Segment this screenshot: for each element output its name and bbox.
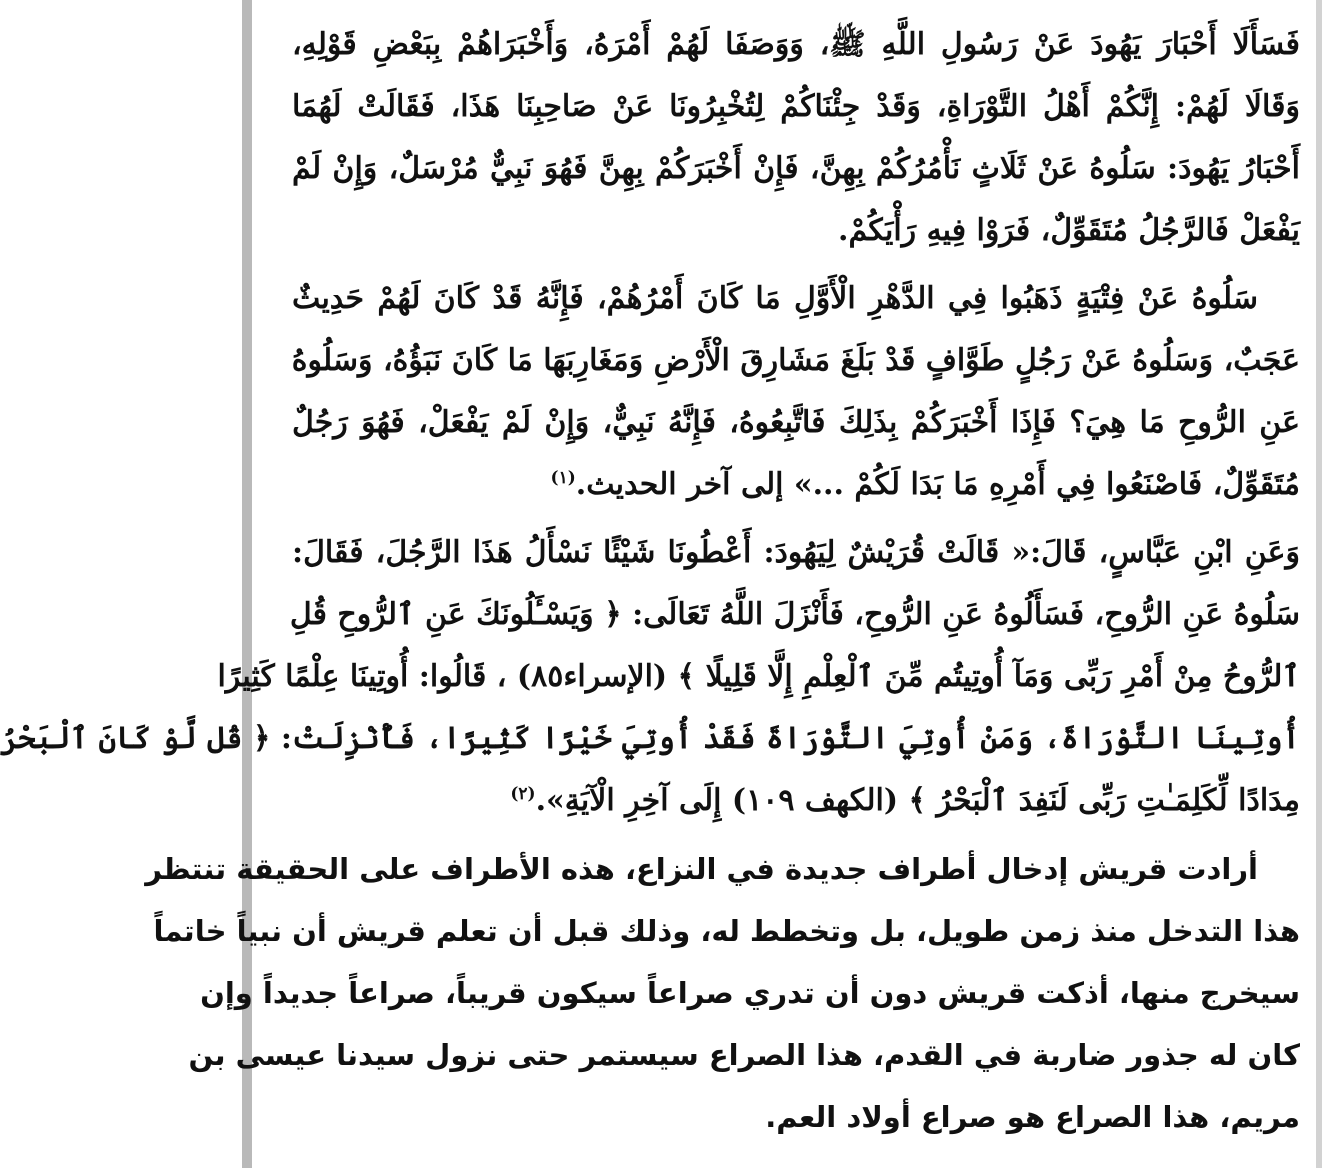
text-line: عَنِ الرُّوحِ مَا هِيَ؟ فَإِذَا أَخْبَرَكُمْ بِذَلِكَ فَاتَّبِعُوهُ، فَإِنَّهُ نَبِيٌّ، وَإِنْ لَمْ يَفْعَلْ، فَهُوَ رَجُلٌ	[292, 405, 1301, 440]
text-line: سَلُوهُ عَنِ الرُّوحِ، فَسَأَلُوهُ عَنِ الرُّوحِ، فَأَنْزَلَ اللَّهُ تَعَالَى: ﴿ وَيَسْـَٔلُونَكَ عَنِ ٱلرُّوحِ قُلِ	[289, 597, 1300, 632]
text-line: وَعَنِ ابْنِ عَبَّاسٍ، قَالَ:« قَالَتْ قُرَيْشٌ لِيَهُودَ: أَعْطُونَا شَيْئًا نَسْأَلُ هَذَا الرَّجُلَ، فَقَالَ:	[292, 535, 1300, 570]
text-line: هذا التدخل منذ زمن طويل، بل وتخطط له، وذلك قبل أن تعلم قريش أن نبياً خاتماً	[153, 914, 1300, 948]
text-line-content: مِدَادًا لِّكَلِمَـٰتِ رَبِّى لَنَفِدَ ٱلْبَحْرُ ﴾ (الكهف ١٠٩) إِلَى آخِرِ الْآيَةِ».	[535, 783, 1300, 818]
text-line: أُوتِينَا التَّوْرَاةَ، وَمَنْ أُوتِيَ التَّوْرَاةَ فَقَدْ أُوتِيَ خَيْرًا كَثِيرًا، فَأُنْزِلَتْ: ﴿ قُل لَّوْ كَانَ ٱلْبَحْرُ	[0, 721, 1300, 756]
page-edge-shadow-right	[1316, 0, 1322, 1168]
text-line: أَحْبَارُ يَهُودَ: سَلُوهُ عَنْ ثَلَاثٍ نَأْمُرُكُمْ بِهِنَّ، فَإِنْ أَخْبَرَكُمْ بِهِنَّ فَهُوَ نَبِيٌّ مُرْسَلٌ، وَإِنْ لَمْ	[292, 151, 1300, 186]
text-line: أرادت قريش إدخال أطراف جديدة في النزاع، هذه الأطراف على الحقيقة تنتظر	[145, 852, 1258, 886]
text-line	[292, 770, 1300, 832]
text-line: مريم، هذا الصراع هو صراع أولاد العم.	[765, 1100, 1300, 1134]
text-line: كان له جذور ضاربة في القدم، هذا الصراع سيستمر حتى نزول سيدنا عيسى بن	[188, 1038, 1300, 1072]
footnote-marker-2[interactable]: (٢)	[510, 784, 536, 804]
paragraph-three-questions	[292, 268, 1300, 516]
paragraph-hadith-rabbis	[292, 14, 1300, 262]
text-line-content: مُتَقَوِّلٌ، فَاصْنَعُوا فِي أَمْرِهِ مَا بَدَا لَكُمْ ...» إلى آخر الحديث.	[575, 467, 1300, 502]
paragraph-commentary	[145, 838, 1300, 1148]
text-line: سَلُوهُ عَنْ فِتْيَةٍ ذَهَبُوا فِي الدَّهْرِ الْأَوَّلِ مَا كَانَ أَمْرُهُمْ، فَإِنَّهُ قَدْ كَانَ لَهُمْ حَدِيثٌ	[292, 281, 1258, 316]
page-text	[0, 14, 1301, 1148]
text-line: وَقَالَا لَهُمْ: إِنَّكُمْ أَهْلُ التَّوْرَاةِ، وَقَدْ جِئْنَاكُمْ لِتُخْبِرُونَا عَنْ صَاحِبِنَا هَذَا، فَقَالَتْ لَهُمَا	[292, 89, 1300, 124]
text-line: ٱلرُّوحُ مِنْ أَمْرِ رَبِّى وَمَآ أُوتِيتُم مِّنَ ٱلْعِلْمِ إِلَّا قَلِيلًا ﴾ (الإسراء٨٥) ، قَالُوا: أُوتِينَا عِلْمًا كَثِيرًا	[217, 659, 1300, 694]
text-line: يَفْعَلْ فَالرَّجُلُ مُتَقَوِّلٌ، فَرَوْا فِيهِ رَأْيَكُمْ.	[838, 213, 1300, 248]
text-line	[292, 454, 1300, 516]
footnote-marker-1[interactable]: (١)	[550, 468, 576, 488]
text-line: فَسَأَلَا أَحْبَارَ يَهُودَ عَنْ رَسُولِ اللَّهِ ﷺ، وَوَصَفَا لَهُمْ أَمْرَهُ، وَأَخْبَرَاهُمْ بِبَعْضِ قَوْلِهِ،	[292, 27, 1300, 62]
text-line: عَجَبٌ، وَسَلُوهُ عَنْ رَجُلٍ طَوَّافٍ قَدْ بَلَغَ مَشَارِقَ الْأَرْضِ وَمَغَارِبَهَا مَا كَانَ نَبَؤُهُ، وَسَلُوهُ	[291, 343, 1300, 378]
text-line: سيخرج منها، أذكت قريش دون أن تدري صراعاً سيكون قريباً، صراعاً جديداً وإن	[200, 976, 1300, 1010]
paragraph-ibn-abbas	[0, 522, 1300, 832]
